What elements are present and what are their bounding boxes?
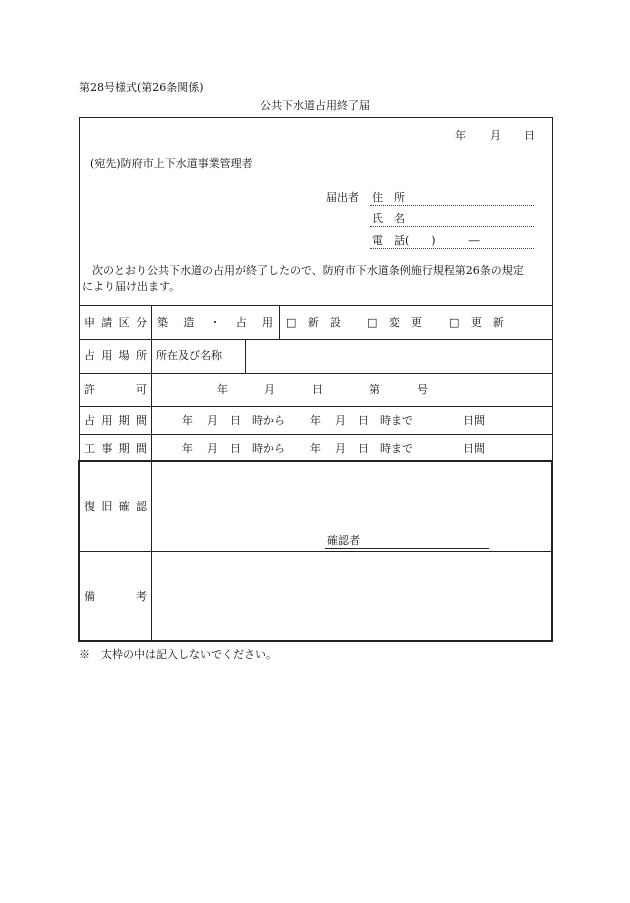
option-renew[interactable]: □ 更 新 bbox=[449, 316, 504, 329]
date-day: 日 bbox=[524, 129, 535, 142]
footnote: ※ 太枠の中は記入しないでください。 bbox=[79, 648, 277, 661]
location-label: 占 用 場 所 bbox=[84, 349, 147, 362]
name-label: 氏 名 bbox=[372, 212, 405, 225]
checkbox-icon[interactable]: □ bbox=[286, 316, 297, 329]
location-field[interactable] bbox=[250, 342, 548, 370]
form-number: 第28号様式(第26条関係) bbox=[79, 81, 204, 94]
option-new[interactable]: □ 新 設 bbox=[286, 316, 341, 329]
statement-line-2: により届け出ます。 bbox=[82, 280, 181, 293]
permit-year: 年 bbox=[217, 383, 228, 396]
permit-day: 日 bbox=[312, 383, 323, 396]
category-type: 築 造 ・ 占 用 bbox=[157, 316, 273, 329]
permit-label: 許 可 bbox=[84, 383, 147, 396]
location-subheading: 所在及び名称 bbox=[156, 349, 222, 362]
phone-field[interactable] bbox=[370, 248, 534, 249]
date-year: 年 bbox=[455, 129, 466, 142]
checkbox-icon[interactable]: □ bbox=[367, 316, 378, 329]
permit-number-prefix: 第 bbox=[369, 383, 380, 396]
address-label: 住 所 bbox=[372, 191, 405, 204]
form-title: 公共下水道占用終了届 bbox=[260, 99, 370, 112]
option-change[interactable]: □ 変 更 bbox=[367, 316, 422, 329]
date-month: 月 bbox=[490, 129, 501, 142]
confirmer-signature-line[interactable] bbox=[325, 548, 489, 549]
permit-number-suffix: 号 bbox=[417, 383, 428, 396]
statement-line-1: 次のとおり公共下水道の占用が終了したので、防府市下水道条例施行規程第26条の規定 bbox=[92, 264, 524, 277]
occupancy-label: 占 用 期 間 bbox=[84, 414, 147, 427]
phone-label: 電 話( ) ― bbox=[372, 234, 480, 247]
category-label: 申 請 区 分 bbox=[84, 316, 147, 329]
addressee: (宛先)防府市上下水道事業管理者 bbox=[90, 157, 253, 170]
permit-month: 月 bbox=[264, 383, 275, 396]
applicant-label: 届出者 bbox=[326, 191, 359, 204]
name-field[interactable] bbox=[370, 226, 534, 227]
remarks-label: 備 考 bbox=[84, 590, 147, 603]
checkbox-icon[interactable]: □ bbox=[449, 316, 460, 329]
remarks-field[interactable] bbox=[156, 556, 548, 636]
confirmer-label: 確認者 bbox=[327, 534, 360, 547]
restoration-label: 復 旧 確 認 bbox=[84, 500, 147, 513]
construction-label: 工 事 期 間 bbox=[84, 442, 147, 455]
address-field[interactable] bbox=[370, 205, 534, 206]
